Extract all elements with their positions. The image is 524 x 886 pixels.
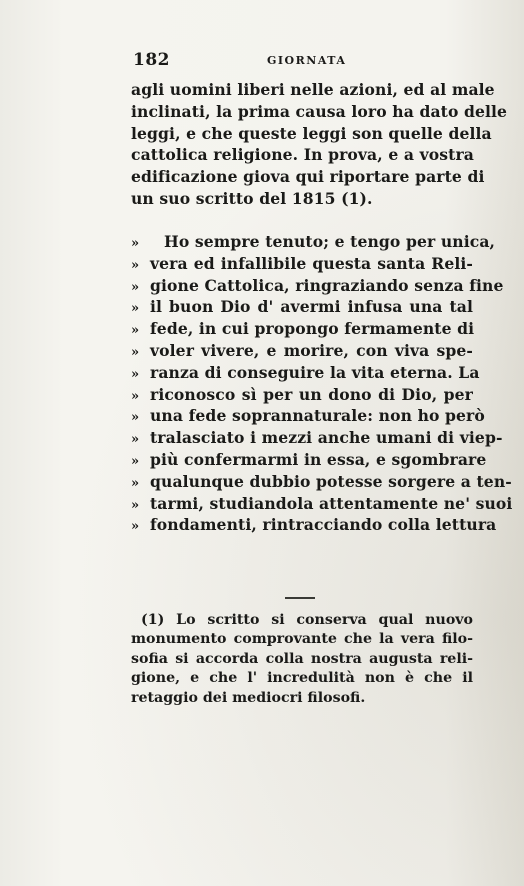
quote-mark: » [131, 279, 140, 295]
footnote [131, 611, 473, 708]
quote-mark: » [131, 432, 140, 448]
quote-line [131, 253, 473, 275]
quote-line [131, 449, 487, 471]
quote-line [131, 296, 473, 318]
footnote-line: monumento comprovante che la vera filo- [131, 631, 473, 648]
quote-line [131, 405, 485, 427]
quote-mark: » [131, 344, 140, 360]
quoted-passage [131, 231, 513, 536]
footnote-line: sofia si accorda colla nostra augusta reli- [131, 650, 473, 667]
text-line: leggi, e che queste leggi son quelle della [131, 123, 492, 143]
running-title: GIORNATA [267, 54, 347, 67]
quote-line [131, 318, 473, 340]
quote-line-text: tralasciato i mezzi anche umani di viep- [150, 428, 503, 448]
text-line: inclinati, la prima causa loro ha dato delle [131, 101, 508, 121]
footnote-divider [285, 597, 315, 599]
footnote-line: retaggio dei mediocri filosofi. [131, 689, 366, 706]
quote-line-text: gione Cattolica, ringraziando senza fine [150, 275, 504, 295]
page-header [133, 50, 468, 76]
quote-line-text: qualunque dubbio potesse sorgere a ten- [150, 471, 512, 491]
quote-line [131, 275, 504, 297]
quote-line-text: tarmi, studiandola attentamente ne' suoi [150, 493, 513, 513]
text-line: cattolica religione. In prova, e a vostra [131, 145, 474, 165]
quote-mark: » [131, 519, 140, 535]
quote-mark: » [131, 301, 140, 317]
quote-line [131, 362, 480, 384]
quote-line [131, 471, 512, 493]
footnote-line: (1) Lo scritto si conserva qual nuovo [141, 612, 473, 628]
footnote-line: gione, e che l' incredulità non è che il [131, 670, 473, 687]
quote-line-text: Ho sempre tenuto; e tengo per unica, [164, 232, 496, 251]
quote-mark: » [131, 388, 140, 404]
quote-line [131, 514, 497, 536]
quote-mark: » [131, 475, 140, 491]
text-line: agli uomini liberi nelle azioni, ed al male [131, 80, 495, 99]
quote-line [131, 231, 496, 253]
text-line: un suo scritto del 1815 (1). [131, 188, 373, 208]
quote-line-text: una fede soprannaturale: non ho però [150, 406, 485, 426]
quote-mark: » [131, 410, 140, 426]
quote-mark: » [131, 497, 140, 513]
quote-line-text: fondamenti, rintracciando colla lettura [150, 515, 497, 535]
quote-line-text: fede, in cui propongo fermamente di [150, 319, 475, 339]
quote-mark: » [131, 257, 140, 273]
page-number: 182 [133, 50, 170, 70]
quote-line [131, 340, 473, 362]
quote-mark: » [131, 453, 140, 469]
quote-mark: » [131, 366, 140, 382]
text-line: edificazione giova qui riportare parte di [131, 167, 485, 187]
body-paragraph [131, 79, 508, 210]
quote-line [131, 384, 473, 406]
quote-mark: » [131, 323, 140, 339]
quote-line-text: vera ed infallibile questa santa Reli- [150, 253, 473, 273]
quote-line [131, 493, 513, 515]
quote-line-text: voler vivere, e morire, con viva spe- [150, 340, 473, 360]
quote-line-text: ranza di conseguire la vita eterna. La [150, 362, 480, 382]
quote-line [131, 427, 503, 449]
quote-line-text: più confermarmi in essa, e sgombrare [150, 449, 487, 469]
quote-mark: » [131, 236, 140, 251]
quote-line-text: il buon Dio d' avermi infusa una tal [150, 297, 473, 317]
quote-line-text: riconosco sì per un dono di Dio, per [150, 384, 473, 404]
